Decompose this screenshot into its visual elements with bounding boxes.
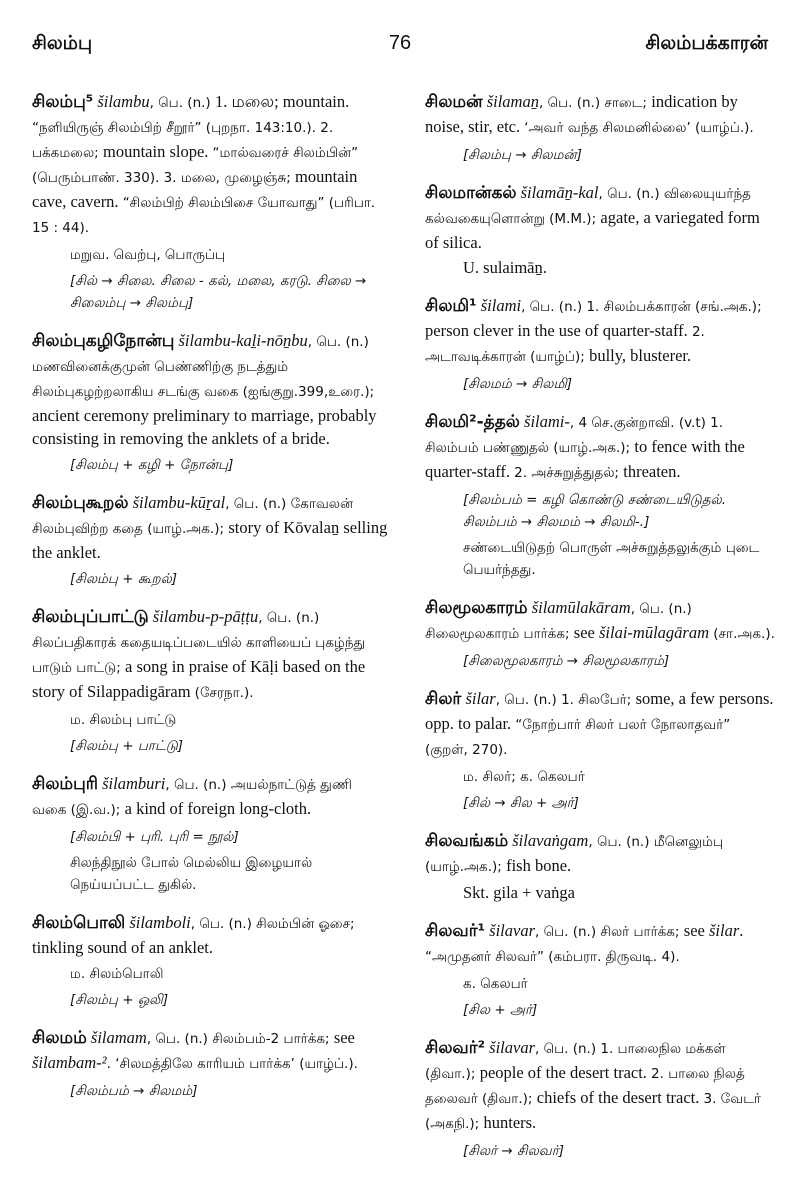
entry-tamil-text: “சிலம்பிற் சிலம்பிசை யோவாது” (பரிபா. 15 : 44). [32, 195, 376, 236]
dictionary-entry [32, 90, 390, 314]
entry-transliteration: šilar [708, 921, 740, 940]
entry-cognates: ம. சிலம்பு பாட்டு [70, 712, 177, 728]
entry-cognates: க. கெலபர் [463, 976, 528, 992]
entry-transliteration: šilavaṅgam [512, 831, 589, 850]
entry-tamil-text: , பெ. (n.) [149, 95, 215, 111]
entry-note: U. sulaimāṉ. [463, 258, 547, 277]
entry-headword: சிலம்பொலி [32, 913, 126, 933]
entry-english-text: hunters. [483, 1113, 537, 1132]
entry-headword: சிலவர்¹ [425, 921, 486, 941]
entry-tamil-text: , பெ. (n.) சிலைமூலகாரம் பார்க்க; [425, 601, 692, 642]
entry-headword: சிலமூலகாரம் [425, 598, 528, 618]
entry-english-text: mountain slope. [103, 142, 213, 161]
entry-etymology: [சில + அர்] [463, 1002, 538, 1018]
entry-english-text: a song in praise of Kāḷi based on the story of Silappadigāram [32, 657, 366, 701]
entry-definition [32, 491, 390, 564]
entry-tamil-text: , பெ. (n.) 1. பாலைநில மக்கள் (திவா.); [425, 1041, 726, 1082]
entry-tamil-text: (சேரநா.). [194, 685, 254, 701]
entry-tamil-text: , பெ. (n.) சிலர் பார்க்க; [535, 924, 684, 940]
entry-transliteration: šilar [465, 689, 496, 708]
entry-transliteration: šilambam-² [32, 1053, 107, 1072]
entry-headword: சிலவர்² [425, 1038, 486, 1058]
dictionary-entry [425, 181, 775, 279]
entry-english-text: story of Kōvalaṉ selling the anklet. [32, 518, 388, 562]
entry-cognates: ம. சிலம்பொலி [70, 966, 164, 982]
entry-english-text: see [683, 921, 709, 940]
entry-headword: சிலம்புரி [32, 774, 98, 794]
entry-tamil-text: , பெ. (n.) 1. சிலம்பக்காரன் (சங்.அக.); [521, 299, 762, 315]
entry-definition [425, 687, 775, 762]
entry-etymology: [சிலம்பி + புரி. புரி = நூல்] [70, 829, 239, 845]
entry-headword: சிலமி¹ [425, 296, 477, 316]
entry-english-text: agate, a variegated form of silica. [425, 208, 760, 252]
entry-english-text: person clever in the use of quarter-staff. [425, 321, 692, 340]
entry-english-text: some, a few persons. opp. to palar. [425, 689, 774, 733]
dictionary-entry [425, 596, 775, 672]
entry-definition [425, 1036, 775, 1136]
entry-english-text: indication by noise, stir, etc. [425, 92, 738, 136]
entry-note: Skt. gila + vaṅga [463, 883, 575, 902]
entry-transliteration: šilambu [97, 92, 150, 111]
entry-definition [425, 90, 775, 140]
dictionary-entry [32, 772, 390, 896]
dictionary-entry [425, 919, 775, 1021]
entry-tamil-text: “அமுதனர் சிலவர்” (கம்பரா. திருவடி. 4). [425, 949, 680, 965]
entry-etymology: [சிலம்பு + ஒலி] [70, 992, 169, 1008]
entry-tamil-text: , பெ. (n.) அயல்நாட்டுத் துணி வகை (இ.வ.); [32, 777, 352, 818]
entry-transliteration: šilamāṉ-kal [520, 183, 599, 202]
entry-transliteration: šilami- [524, 412, 570, 431]
entry-definition [425, 919, 775, 969]
entry-definition [32, 772, 390, 822]
entry-tamil-text: , பெ. (n.) மணவினைக்குமுன் பெண்ணிற்கு நடத்தும் சிலம்புகழற்றலாகிய சடங்கு வகை (ஐங்குறு.399,உரை.); [32, 334, 375, 400]
entry-etymology: [சிலம்பு + கூறல்] [70, 571, 178, 587]
entry-headword: சிலமம் [32, 1028, 87, 1048]
entry-english-text: mountain cave, cavern. [32, 167, 358, 211]
entry-definition [425, 410, 775, 485]
entry-headword: சிலம்பு⁵ [32, 92, 94, 112]
dictionary-entry [425, 829, 775, 904]
entry-headword: சிலம்புப்பாட்டு [32, 607, 149, 627]
entry-transliteration: šilai-mūlagāram [599, 623, 710, 642]
entry-cognates: ம. சிலர்; க. கெலபர் [463, 769, 585, 785]
entry-cognates: சிலந்திநூல் போல் மெல்லிய இழையால் நெய்யப்பட்ட துகில். [70, 855, 313, 893]
entry-headword: சிலமான்கல் [425, 183, 517, 203]
entry-english-text: fish bone. [506, 856, 572, 875]
entry-tamil-text: “நோற்பார் சிலர் பலர் நோலாதவர்” (குறள், 270). [425, 717, 731, 758]
header-left-guideword: சிலம்பு [32, 32, 93, 54]
entry-tamil-text: , 4 செ.குன்றாவி. (v.t) 1. சிலம்பம் பண்ணுதல் (யாழ்.அக.); [425, 415, 724, 456]
dictionary-entry [32, 329, 390, 476]
dictionary-entry [32, 911, 390, 1011]
right-column [425, 90, 775, 1177]
entry-tamil-text: 2. அச்சுறுத்துதல்; [514, 465, 624, 481]
entry-etymology: [சிலம்பம் = கழி கொண்டு சண்டையிடுதல். சிலம்பம் → சிலமம் → சிலமி-.] [463, 492, 727, 530]
dictionary-entry [32, 1026, 390, 1102]
entry-headword: சிலர் [425, 689, 462, 709]
entry-definition [32, 911, 390, 959]
entry-tamil-text: 2. பாலை நிலத் தலைவர் (திவா.); [425, 1066, 745, 1107]
entry-etymology: [சிலம்பம் → சிலமம்] [70, 1083, 198, 1099]
entry-english-text: tinkling sound of an anklet. [32, 938, 214, 957]
dictionary-entry [425, 294, 775, 395]
entry-tamil-text: ‘அவர் வந்த சிலமனில்லை’ (யாழ்ப்.). [524, 120, 754, 136]
entry-tamil-text: , பெ. (n.) 1. சிலபேர்; [495, 692, 636, 708]
entry-cognates: மறுவ. வெற்பு, பொருப்பு [70, 247, 226, 263]
page-header [32, 32, 768, 68]
entry-transliteration: šilamburi [102, 774, 166, 793]
entry-etymology: [சில் → சில + அர்] [463, 795, 579, 811]
entry-tamil-text: , பெ. (n.) சிலம்பின் ஓசை; [190, 916, 355, 932]
entry-definition [425, 294, 775, 369]
entry-english-text: 1. மலை; mountain. [214, 92, 350, 111]
entry-transliteration: šilamam [90, 1028, 147, 1047]
entry-tamil-text: . ‘சிலமத்திலே காரியம் பார்க்க’ (யாழ்ப்.). [106, 1056, 358, 1072]
entry-tamil-text: , பெ. (n.) சிலப்பதிகாரக் கதையடிப்படையில் காளியைப் புகழ்ந்து பாடும் பாட்டு; [32, 610, 366, 676]
entry-english-text: . [739, 921, 744, 940]
entry-etymology: [சிலம்பு + கழி + நோன்பு] [70, 457, 234, 473]
entry-tamil-text: , பெ. (n.) கோவலன் சிலம்புவிற்ற கதை (யாழ்.அக.); [32, 496, 354, 537]
entry-transliteration: šilavar [489, 1038, 535, 1057]
left-column [32, 90, 390, 1117]
entry-etymology: [சிலர் → சிலவர்] [463, 1143, 565, 1159]
entry-tamil-text: (சா.அக.). [709, 626, 775, 642]
entry-transliteration: šilamboli [129, 913, 191, 932]
entry-english-text: chiefs of the desert tract. [536, 1088, 704, 1107]
dictionary-entry [425, 90, 775, 166]
entry-english-text: people of the desert tract. [479, 1063, 652, 1082]
entry-english-text: to fence with the quarter-staff. [425, 437, 745, 481]
entry-english-text: a kind of foreign long-cloth. [124, 799, 312, 818]
entry-transliteration: šilavar [489, 921, 535, 940]
dictionary-entry [425, 410, 775, 581]
entry-tamil-text: 2. அடாவடிக்காரன் (யாழ்ப்); [425, 324, 705, 365]
entry-english-text: threaten. [623, 462, 681, 481]
entry-english-text: see [333, 1028, 355, 1047]
entry-headword: சிலவங்கம் [425, 831, 509, 851]
entry-headword: சிலமன் [425, 92, 483, 112]
entry-etymology: [சில் → சிலை. சிலை - கல், மலை, கரடு. சிலை → சிலைம்பு → சிலம்பு] [70, 273, 367, 311]
entry-transliteration: šilambu-p-pāṭṭu [152, 607, 259, 626]
entry-definition [425, 596, 775, 646]
entry-tamil-text: , பெ. (n.) சிலம்பம்-2 பார்க்க; [146, 1031, 334, 1047]
page-number: 76 [388, 32, 412, 54]
entry-definition [32, 605, 390, 705]
entry-transliteration: šilamūlakāram [531, 598, 631, 617]
entry-transliteration: šilamaṉ [486, 92, 539, 111]
entry-tamil-text: , பெ. (n.) மீனெலும்பு (யாழ்.அக.); [425, 834, 724, 875]
entry-definition [32, 1026, 390, 1076]
entry-headword: சிலம்புகழிநோன்பு [32, 331, 175, 351]
header-right-guideword: சிலம்பக்காரன் [645, 32, 768, 54]
entry-etymology: [சிலைமூலகாரம் → சிலமூலகாரம்] [463, 653, 670, 669]
entry-transliteration: šilami [480, 296, 522, 315]
entry-definition [32, 329, 390, 450]
entry-tamil-text: , பெ. (n.) சாடை; [538, 95, 652, 111]
entry-etymology: [சிலம்பு + பாட்டு] [70, 738, 184, 754]
entry-definition [425, 829, 775, 879]
entry-headword: சிலமி²-த்தல் [425, 412, 520, 432]
entry-etymology: [சிலம்பு → சிலமன்] [463, 147, 582, 163]
entry-cognates: சண்டையிடுதற் பொருள் அச்சுறுத்தலுக்கும் புடை பெயர்ந்தது. [463, 540, 760, 578]
dictionary-entry [32, 491, 390, 590]
entry-transliteration: šilambu-kūṟal [132, 493, 226, 512]
entry-tamil-text: “நளியிருஞ் சிலம்பிற் சீறூர்” (புறநா. 143:10.). 2. பக்கமலை; [32, 120, 334, 161]
entry-transliteration: šilambu-kaḻi-nōṉbu [178, 331, 308, 350]
dictionary-entry [425, 1036, 775, 1162]
dictionary-entry [32, 605, 390, 757]
entry-english-text: ancient ceremony preliminary to marriage, probably consisting in removing the anklets of a bride. [32, 406, 377, 448]
dictionary-entry [425, 687, 775, 814]
entry-english-text: bully, blusterer. [589, 346, 692, 365]
entry-etymology: [சிலமம் → சிலமி] [463, 376, 573, 392]
entry-definition [425, 181, 775, 254]
entry-headword: சிலம்புகூறல் [32, 493, 129, 513]
entry-tamil-text: “மால்வரைச் சிலம்பின்” (பெரும்பாண். 330). 3. மலை, முழைஞ்சு; [32, 145, 359, 186]
entry-tamil-text: 3. வேடர் (அகநி.); [425, 1091, 761, 1132]
entry-definition [32, 90, 390, 240]
entry-english-text: see [573, 623, 599, 642]
entry-tamil-text: , பெ. (n.) விலையுயர்ந்த கல்வகையுளொன்று (M.M.); [425, 186, 751, 227]
